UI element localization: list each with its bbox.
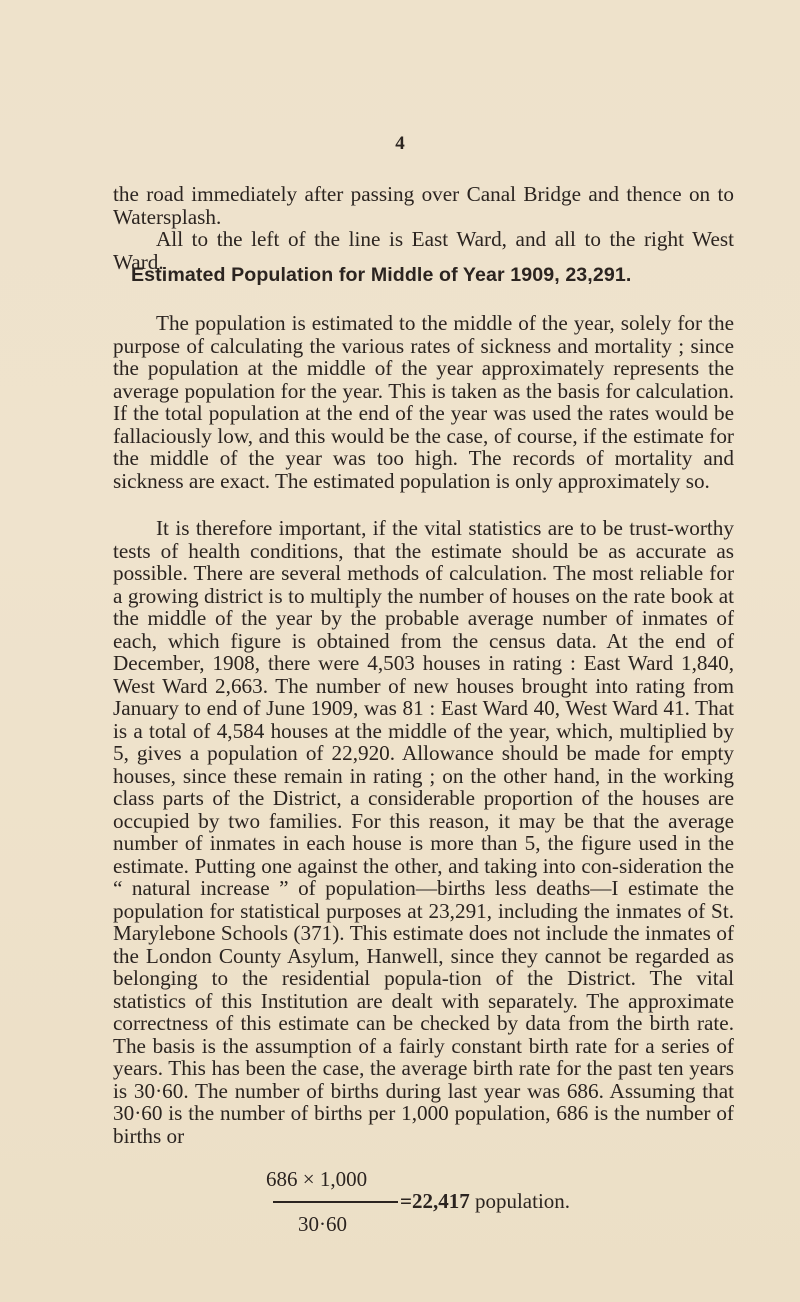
formula-fraction-row — [273, 1190, 570, 1212]
intro-paragraph-continuation: the road immediately after passing over Canal Bridge and thence on to Watersplash. — [113, 182, 734, 229]
paragraph-calculation-method: It is therefore important, if the vital statistics are to be trust-worthy tests of health conditions, that the estimate should be as accurate as possible. There are several methods of calculation. The most reliable for a growing district is to multiply the number of houses on the rate book at the middle of the year by the probable average number of inmates of each, which figure is obtained from the census data. At the end of December, 1908, there were 4,503 houses in rating : East Ward 1,840, West Ward 2,663. The number of new houses brought into rating from January to end of June 1909, was 81 : East Ward 40, West Ward 41. That is a total of 4,584 houses at the middle of the year, which, multiplied by 5, gives a population of 22,920. Allowance should be made for empty houses, since these remain in rating ; on the other hand, in the working class parts of the District, a considerable proportion of the houses are occupied by two families. For this reason, it may be that the average number of inmates in each house is more than 5, the figure used in the estimate. Putting one against the other, and taking into con-sideration the “ natural increase ” of population—births less deaths—I estimate the population for statistical purposes at 23,291, including the inmates of St. Marylebone Schools (371). This estimate does not include the inmates of the London County Asylum, Hanwell, since they cannot be regarded as belonging to the residential popula-tion of the District. The vital statistics of this Institution are dealt with separately. The approximate correctness of this estimate can be checked by data from the birth rate. The basis is the assumption of a fairly constant birth rate for a series of years. This has been the case, the average birth rate for the past ten years is 30·60. The number of births during last year was 686. Assuming that 30·60 is the number of births per 1,000 population, 686 is the number of births or — [113, 516, 734, 1148]
section-body-2 — [113, 517, 734, 1147]
intro-paragraph-wards: All to the left of the line is East Ward, and all to the right West Ward. — [113, 227, 734, 274]
paragraph-population-estimate-purpose: The population is estimated to the middle of the year, solely for the purpose of calculating the various rates of sickness and mortality ; since the population at the middle of the year approximately represents the average population for the year. This is taken as the basis for calculation. If the total population at the end of the year was used the rates would be fallaciously low, and this would be the case, of course, if the estimate for the middle of the year was too high. The records of mortality and sickness are exact. The estimated population is only approximately so. — [113, 311, 734, 493]
section-heading: Estimated Population for Middle of Year 1909, 23,291. — [131, 264, 632, 286]
formula-suffix: population. — [469, 1189, 571, 1213]
intro-text — [113, 183, 734, 273]
formula-numerator: 686 × 1,000 — [266, 1167, 368, 1191]
formula-denominator: 30·60 — [298, 1212, 347, 1236]
fraction-bar — [273, 1201, 398, 1202]
formula-result: =22,417 — [400, 1189, 470, 1213]
section-body-1 — [113, 312, 734, 492]
page-number: 4 — [395, 133, 405, 154]
